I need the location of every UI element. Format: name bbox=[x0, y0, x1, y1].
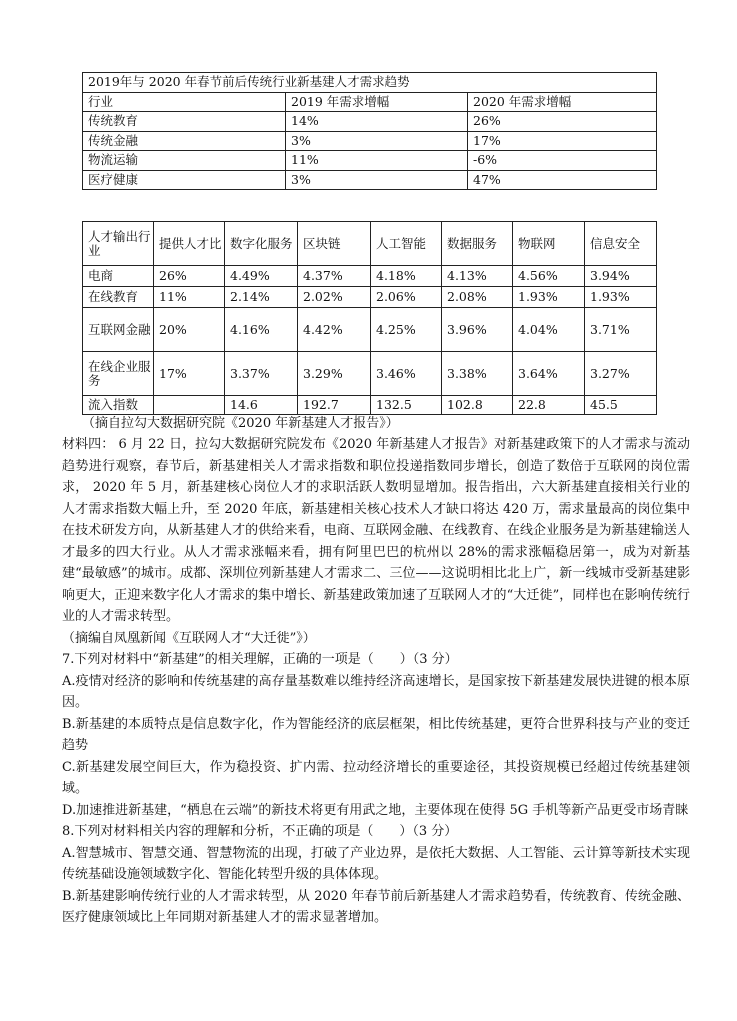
table-cell: 2.08% bbox=[442, 287, 513, 308]
table-cell: 1.93% bbox=[585, 287, 657, 308]
table-cell: 流入指数 bbox=[83, 396, 154, 415]
table-cell: 2.02% bbox=[298, 287, 371, 308]
table-header-cell: 数字化服务 bbox=[225, 222, 298, 266]
table-row bbox=[83, 170, 657, 190]
table-header-cell: 人才输出行业 bbox=[83, 222, 154, 266]
table-cell: 11% bbox=[154, 287, 225, 308]
table-cell: 4.49% bbox=[225, 266, 298, 287]
table-cell: 3.37% bbox=[225, 352, 298, 396]
table-cell: 22.8 bbox=[513, 396, 585, 415]
table-header-cell: 提供人才比 bbox=[154, 222, 225, 266]
table-cell: 3.64% bbox=[513, 352, 585, 396]
question-7-option-b: B.新基建的本质特点是信息数字化，作为智能经济的底层框架，相比传统基建，更符合世界科技与产业的变迁趋势 bbox=[62, 716, 690, 753]
table-header-cell: 物联网 bbox=[513, 222, 585, 266]
table-cell: 4.13% bbox=[442, 266, 513, 287]
table-cell: 2.14% bbox=[225, 287, 298, 308]
table-cell: 4.37% bbox=[298, 266, 371, 287]
table-cell: 4.25% bbox=[371, 308, 442, 352]
table-cell: 45.5 bbox=[585, 396, 657, 415]
question-7-stem: 7.下列对材料中“新基建”的相关理解，正确的一项是（ ）（3 分） bbox=[62, 652, 458, 667]
table-cell: 4.16% bbox=[225, 308, 298, 352]
table-cell: 3.46% bbox=[371, 352, 442, 396]
table-row bbox=[83, 151, 657, 171]
table-cell: 物流运输 bbox=[83, 151, 286, 171]
table-cell: 14% bbox=[286, 112, 468, 132]
question-8-stem: 8.下列对材料相关内容的理解和分析，不正确的项是（ ）（3 分） bbox=[62, 824, 458, 839]
table-cell: 3% bbox=[286, 170, 468, 190]
table-header-cell: 2020 年需求增幅 bbox=[468, 92, 657, 112]
question-7-option-a: A.疫情对经济的影响和传统基建的高存量基数难以维持经济高速增长，是国家按下新基建发展快进键的根本原因。 bbox=[62, 673, 690, 710]
table-cell: 互联网金融 bbox=[83, 308, 154, 352]
table-source-note: （摘自拉勾大数据研究院《2020 年新基建人才报告》） bbox=[82, 416, 399, 431]
table-header-cell: 2019 年需求增幅 bbox=[286, 92, 468, 112]
table-row bbox=[83, 287, 657, 308]
table-cell: 电商 bbox=[83, 266, 154, 287]
table-row bbox=[83, 352, 657, 396]
table-cell: 3% bbox=[286, 131, 468, 151]
question-7-option-d: D.加速推进新基建，“栖息在云端”的新技术将更有用武之地，主要体现在使得 5G 手机等新产品更受市场青睐 bbox=[62, 802, 689, 818]
table-cell: -6% bbox=[468, 151, 657, 171]
table-cell: 医疗健康 bbox=[83, 170, 286, 190]
table-cell: 3.29% bbox=[298, 352, 371, 396]
industry-demand-table bbox=[82, 72, 657, 190]
table-header-cell: 信息安全 bbox=[585, 222, 657, 266]
table-cell: 4.04% bbox=[513, 308, 585, 352]
table-cell: 132.5 bbox=[371, 396, 442, 415]
table-header-cell: 行业 bbox=[83, 92, 286, 112]
table-cell: 11% bbox=[286, 151, 468, 171]
table-cell: 26% bbox=[468, 112, 657, 132]
question-8-option-b: B.新基建影响传统行业的人才需求转型，从 2020 年春节前后新基建人才需求趋势看，传统教育、传统金融、医疗健康领域比上年同期对新基建人才的需求显著增加。 bbox=[62, 888, 690, 925]
passage-source-note: （摘编自凤凰新闻《互联网人才“大迁徙”》） bbox=[62, 630, 316, 646]
table-cell: 在线企业服务 bbox=[83, 352, 154, 396]
passage bbox=[62, 434, 690, 929]
table-cell: 2.06% bbox=[371, 287, 442, 308]
table-cell: 3.94% bbox=[585, 266, 657, 287]
table-cell: 26% bbox=[154, 266, 225, 287]
table-row bbox=[83, 112, 657, 132]
table-cell: 14.6 bbox=[225, 396, 298, 415]
material-four-paragraph: 材料四： 6 月 22 日，拉勾大数据研究院发布《2020 年新基建人才报告》对新基建政策下的人才需求与流动趋势进行观察，春节后，新基建相关人才需求指数和职位投递指数同步增长，创造了数倍于互联网的岗位需求， 2020 年 5 月，新基建核心岗位人才的求职活跃人数明显增加。报告指出，六大新基建直接相关行业的人才需求指数大幅上升，至 2020 年底，新基建相关核心技术人才缺口将达 420 万，需求量最高的岗位集中在技术研发方向，从新基建人才的供给来看，电商、互联网金融、在线教育、在线企业服务是为新基建输送人才最多的四大行业。从人才需求涨幅来看，拥有阿里巴巴的杭州以 28%的需求涨幅稳居第一，成为对新基建“最敏感”的城市。成都、深圳位列新基建人才需求二、三位——这说明相比北上广，新一线城市受新基建影响更大，正迎来数字化人才需求的集中增长、新基建政策加速了互联网人才的“大迁徙”，同样也在影响传统行业的人才需求转型。 bbox=[62, 437, 690, 624]
table-caption: 2019年与 2020 年春节前后传统行业新基建人才需求趋势 bbox=[83, 73, 657, 93]
table-row bbox=[83, 266, 657, 287]
table-header-cell: 人工智能 bbox=[371, 222, 442, 266]
table-cell: 20% bbox=[154, 308, 225, 352]
question-7-option-c: C.新基建发展空间巨大，作为稳投资、扩内需、拉动经济增长的重要途径，其投资规模已经超过传统基建领域。 bbox=[62, 759, 690, 796]
table-header-cell: 数据服务 bbox=[442, 222, 513, 266]
table-cell: 17% bbox=[468, 131, 657, 151]
table-cell: 4.56% bbox=[513, 266, 585, 287]
table-cell: 4.42% bbox=[298, 308, 371, 352]
table-cell: 传统金融 bbox=[83, 131, 286, 151]
question-8-option-a: A.智慧城市、智慧交通、智慧物流的出现，打破了产业边界，是依托大数据、人工智能、云计算等新技术实现传统基础设施领域数字化、智能化转型升级的具体体现。 bbox=[62, 845, 690, 882]
table-cell: 1.93% bbox=[513, 287, 585, 308]
table-cell: 102.8 bbox=[442, 396, 513, 415]
table-cell: 17% bbox=[154, 352, 225, 396]
table-cell: 4.18% bbox=[371, 266, 442, 287]
table-cell: 3.27% bbox=[585, 352, 657, 396]
table-cell: 3.96% bbox=[442, 308, 513, 352]
table-cell: 在线教育 bbox=[83, 287, 154, 308]
table-row bbox=[83, 308, 657, 352]
table-row bbox=[83, 131, 657, 151]
table-cell: 192.7 bbox=[298, 396, 371, 415]
table-header-cell: 区块链 bbox=[298, 222, 371, 266]
table-cell: 47% bbox=[468, 170, 657, 190]
talent-flow-table bbox=[82, 221, 657, 415]
table-cell: 3.38% bbox=[442, 352, 513, 396]
table-cell: 3.71% bbox=[585, 308, 657, 352]
table-cell: 传统教育 bbox=[83, 112, 286, 132]
